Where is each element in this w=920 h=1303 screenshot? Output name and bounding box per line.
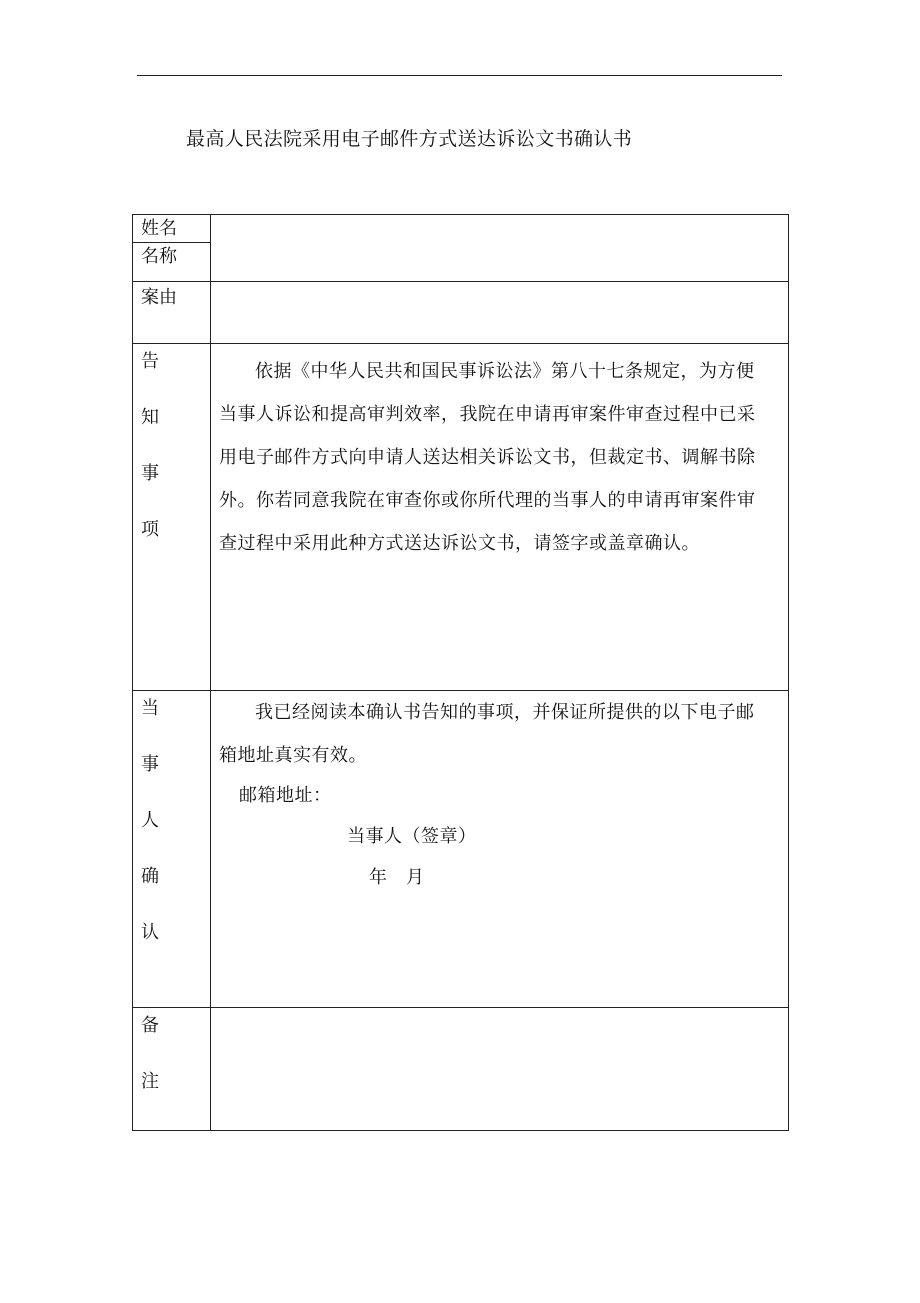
remarks-label-char: 备 [141,1015,159,1036]
case-row [133,282,789,344]
notice-label-char: 事 [141,463,159,484]
confirm-content [211,691,788,897]
notice-label-char: 项 [141,519,159,540]
name-label-top [133,215,210,243]
remarks-value-cell[interactable] [211,1008,789,1131]
confirm-label [133,691,210,975]
signature-label[interactable]: 当事人（签章） [347,826,477,847]
notice-content-cell [211,344,789,691]
header-rule [137,75,782,76]
name-value-cell[interactable] [211,215,789,282]
confirm-label-char: 确 [141,866,159,887]
notice-label-cell [133,344,211,691]
notice-text: 依据《中华人民共和国民事诉讼法》第八十七条规定，为方便当事人诉讼和提高审判效率，我院在申请再审案件审查过程中已采用电子邮件方式向申请人送达相关诉讼文书，但裁定书、调解书除外。你若同意我院在审查你或你所代理的当事人的申请再审案件审查过程中采用此种方式送达诉讼文书，请签字或盖章确认。 [219,361,756,554]
confirm-row [133,691,789,1008]
document-title: 最高人民法院采用电子邮件方式送达诉讼文书确认书 [186,128,633,150]
confirm-label-cell [133,691,211,1008]
title-label: 名称 [141,246,177,267]
case-label: 案由 [141,287,177,308]
notice-label-char: 知 [141,407,159,428]
name-row [133,215,789,282]
remarks-label-char: 注 [141,1071,159,1092]
remarks-label-cell [133,1008,211,1131]
email-address-label[interactable]: 邮箱地址： [239,785,332,806]
remarks-label [133,1008,210,1124]
name-label-cell [133,215,211,282]
case-label-cell [133,282,211,344]
confirm-label-char: 认 [141,922,159,943]
notice-label [133,344,210,572]
confirm-label-char: 当 [141,698,159,719]
confirm-text: 我已经阅读本确认书告知的事项，并保证所提供的以下电子邮箱地址真实有效。 [219,702,755,766]
notice-row [133,344,789,691]
confirm-label-char: 人 [141,810,159,831]
name-label: 姓名 [141,218,177,239]
confirm-content-cell [211,691,789,1008]
notice-label-char: 告 [141,351,159,372]
confirmation-form-table [132,214,789,1131]
case-value-cell[interactable] [211,282,789,344]
remarks-row [133,1008,789,1131]
date-label[interactable]: 年 月 [369,867,425,888]
confirm-label-char: 事 [141,754,159,775]
